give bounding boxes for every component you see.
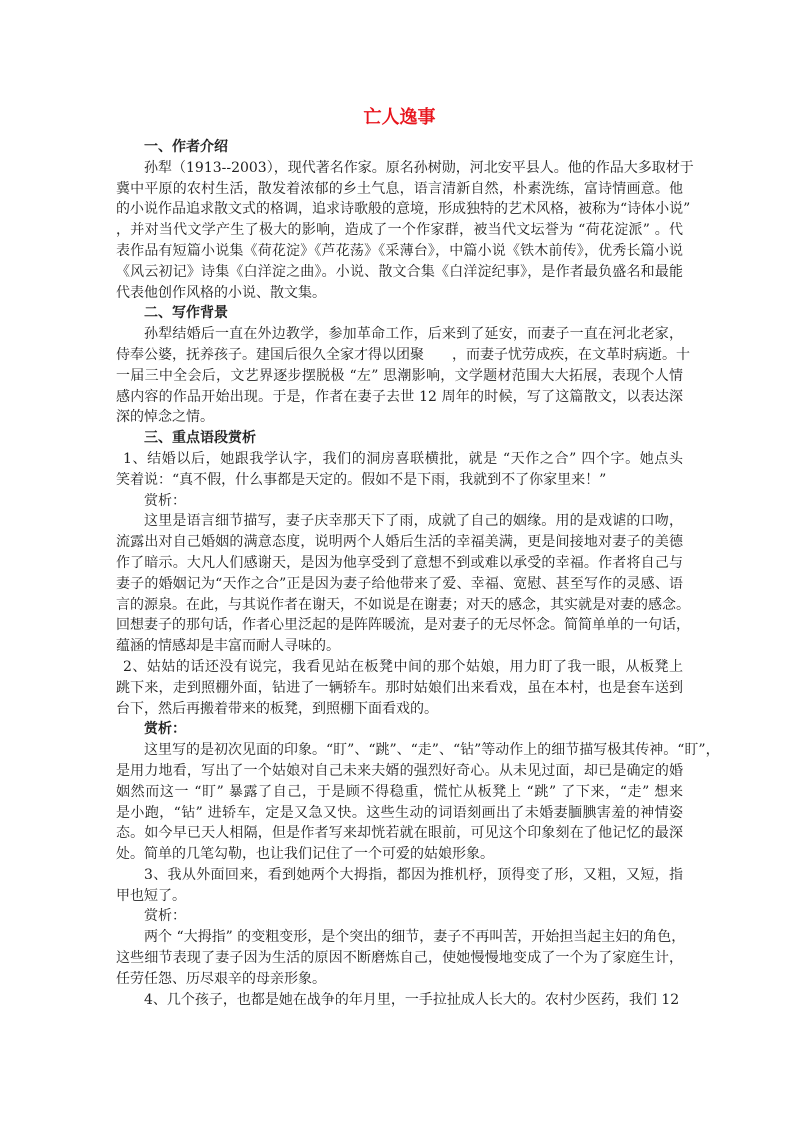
text-line: 孙犁结婚后一直在外边教学，参加革命工作，后来到了延安，而妻子一直在河北老家，	[144, 326, 683, 343]
text-line: 3、我从外面回来，看到她两个大拇指，都因为推机杼，顶得变了形，又粗，又短，指	[144, 866, 683, 883]
text-line: 4、几个孩子，也都是她在战争的年月里，一手拉扯成人长大的。农村少医药，我们 12	[144, 991, 680, 1008]
paragraph	[116, 511, 690, 657]
text-line: 跳下来，走到照棚外面，钻进了一辆轿车。那时姑娘们出来看戏，虽在本村，也是套车送到	[116, 679, 683, 696]
text-line: 深的悼念之情。	[116, 409, 214, 426]
paragraph	[116, 927, 686, 989]
text-line: 一届三中全会后，文艺界逐步摆脱极 “左” 思潮影响，文学题材范围大大拓展，表现个人情	[116, 367, 683, 384]
text-line: 两个 “大拇指” 的变粗变形，是个突出的细节，妻子不再叫苦，开始担当起主妇的角色，	[144, 929, 686, 946]
text-line: 冀中平原的农村生活，散发着浓郁的乡土气息，语言清新自然，朴素洗练，富诗情画意。他	[116, 180, 683, 197]
text-line: 代表他创作风格的小说、散文集。	[116, 284, 326, 301]
text-line: 《风云初记》诗集《白洋淀之曲》。小说、散文合集《白洋淀纪事》，是作者最负盛名和最能	[116, 263, 683, 280]
document-body	[116, 137, 720, 1010]
text-line: 姻然而这一 “盯” 暴露了自己，于是顾不得稳重，慌忙从板凳上 “跳” 了下来，“走” 想来	[116, 783, 683, 800]
text-line: ，并对当代文学产生了极大的影响，造成了一个作家群，被当代文坛誉为 “荷花淀派” 。代	[116, 222, 683, 239]
text-line: 回想妻子的那句话，作者心里泛起的是阵阵暖流，是对妻子的无尽怀念。简简单单的一句话，	[116, 617, 690, 634]
text-line: 妻子的婚姻记为“天作之合”正是因为妻子给他带来了爱、幸福、宽慰、甚至写作的灵感、语	[116, 575, 683, 592]
document-page	[116, 106, 720, 1010]
paragraph	[116, 990, 683, 1011]
text-line: 这里写的是初次见面的印象。“盯”、“跳”、“走”、“钻”等动作上的细节描写极其传神。“盯”，	[144, 742, 720, 759]
text-line: 的小说作品追求散文式的格调，追求诗歌般的意境，形成独特的艺术风格，被称为“诗体小说”	[116, 201, 691, 218]
text-line: 是用力地看，写出了一个姑娘对自己未来夫婿的强烈好奇心。从未见过面，却已是确定的婚	[116, 762, 683, 779]
text-line: 处。简单的几笔勾勒，也让我们记住了一个可爱的姑娘形象。	[116, 846, 494, 863]
text-line: 感内容的作品开始出现。于是，作者在妻子去世 12 周年的时候，写了这篇散文，以表达深	[116, 388, 683, 405]
section-heading	[116, 303, 683, 324]
text-line: 1、结婚以后，她跟我学认字，我们的洞房喜联横批，就是 “天作之合” 四个字。她点头	[123, 450, 683, 467]
text-line: 甲也短了。	[116, 887, 186, 904]
text-line: 一、作者介绍	[144, 139, 228, 155]
text-line: 侍奉公婆，抚养孩子。建国后很久全家才得以团聚 ，而妻子忧劳成疾，在文革时病逝。十	[116, 346, 690, 363]
paragraph	[116, 906, 683, 927]
paragraph	[116, 449, 683, 491]
text-line: 赏析：	[144, 721, 186, 738]
section-heading	[116, 428, 683, 449]
text-line: 言的源泉。在此，与其说作者在谢天，不如说是在谢妻；对天的感念，其实就是对妻的感念。	[116, 596, 690, 613]
text-line: 2、姑姑的话还没有说完，我看见站在板凳中间的那个姑娘，用力盯了我一眼，从板凳上	[123, 658, 683, 675]
text-line: 笑着说：“真不假，什么事都是天定的。假如不是下雨，我就到不了你家里来！”	[116, 471, 607, 488]
paragraph	[116, 324, 690, 428]
paragraph	[116, 740, 720, 865]
text-line: 态。如今早已天人相隔，但是作者写来却恍若就在眼前，可见这个印象刻在了他记忆的最深	[116, 825, 683, 842]
text-line: 赏析：	[144, 908, 186, 925]
text-line: 赏析：	[144, 492, 186, 509]
text-line: 三、重点语段赏析	[144, 430, 256, 447]
paragraph	[116, 491, 683, 512]
section-heading	[116, 137, 683, 158]
text-line: 二、写作背景	[144, 305, 228, 322]
text-line: 台下，然后再搬着带来的板凳，到照棚下面看戏的。	[116, 700, 438, 717]
text-line: 是小跑，“钻” 进轿车，定是又急又快。这些生动的词语刻画出了未婚妻腼腆害羞的神情姿	[116, 804, 683, 821]
text-line: 任劳任怨、历尽艰辛的母亲形象。	[116, 970, 326, 987]
paragraph	[116, 657, 683, 719]
text-line: 蕴涵的情感却是丰富而耐人寻味的。	[116, 638, 340, 655]
paragraph	[116, 158, 694, 304]
text-line: 这里是语言细节描写，妻子庆幸那天下了雨，成就了自己的姻缘。用的是戏谑的口吻，	[144, 513, 683, 530]
paragraph	[116, 719, 683, 740]
text-line: 流露出对自己婚姻的满意态度，说明两个人婚后生活的幸福美满，更是间接地对妻子的美德	[116, 534, 683, 551]
paragraph	[116, 865, 683, 907]
text-line: 孙犁（1913--2003），现代著名作家。原名孙树勋，河北安平县人。他的作品大多取材于	[144, 159, 694, 176]
text-line: 作了暗示。大凡人们感谢天，是因为他享受到了意想不到或难以承受的幸福。作者将自己与	[116, 554, 683, 571]
text-line: 这些细节表现了妻子因为生活的原因不断磨炼自己，使她慢慢地变成了一个为了家庭生计，	[116, 950, 683, 967]
document-title: 亡人逸事	[363, 107, 436, 128]
text-line: 表作品有短篇小说集《荷花淀》《芦花荡》《采薄台》，中篇小说《铁木前传》，优秀长篇小说	[116, 242, 683, 259]
